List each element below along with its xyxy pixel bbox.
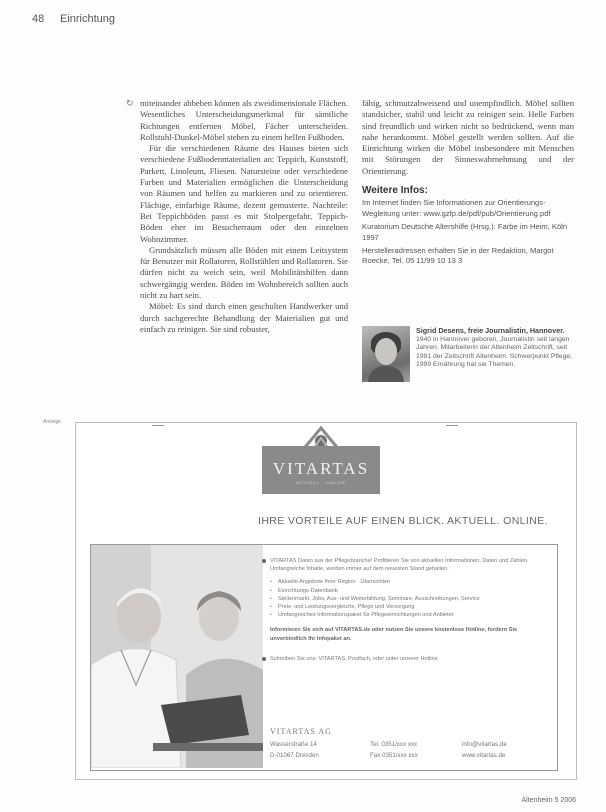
contact-city: D-01067 Dresden (270, 752, 319, 759)
ad-label: Anzeige (43, 419, 62, 425)
info-item: Herstelleradressen erhalten Sie in der Redaktion, Margot Roecke, Tel. 05 11/99 10 13 3 (362, 246, 554, 266)
contact-company: VITARTAS AG (270, 727, 332, 736)
brand-tagline: AKTUELL · ONLINE (295, 481, 347, 485)
page-footer: Altenheim 5 2006 (521, 797, 576, 804)
info-item: Im Internet finden Sie Informationen zur Orientierungs-Wegleitung unter: www.gzfp.de/pdf/pub/Orientierung.pdf (362, 198, 551, 218)
running-title: Einrichtung (60, 13, 116, 25)
author-box (416, 327, 576, 370)
author-photo (362, 326, 410, 382)
ad-bold-note: Informieren Sie sich auf VITARTAS.de oder nutzen Sie unsere kostenlose Hotline, fordern Sie unverbindlich Ihr Infopaket an. (270, 627, 518, 642)
ad-bullet: • Umfangreiches Informationspaket für Pflegeeinrichtungen und Anbieter (270, 611, 550, 619)
ad-closing: Schreiben Sie uns: VITARTAS, Postfach, oder unter unserer Hotline (270, 655, 550, 663)
paragraph: Für die verschiedenen Räume des Hauses bieten sich verschiedene Fußbodenmaterialien an: Teppich, Kunststoff, Parkett, Linoleum, Fliesen. Natursteine oder verschiedene Farben und Materialien ermöglichen die Unterscheidung von Räumen und helfen zu markieren und zu orientieren. Flächige, einfarbige Räume, dezent gemusterte. Nachteile: Bei Teppichböden passt es mit Stolpergefahr, Teppich-Böden eher im Besucherraum oder den einzelnen Wohnzimmer. (140, 143, 348, 244)
ad-bullet: • Preis- und Leistungsvergleiche, Pflege und Versorgung (270, 603, 550, 611)
ad-bullet: • Stellenmarkt, Jobs, Aus- und Weiterbildung, Seminare, Ausschreibungen, Service (270, 595, 550, 603)
ad-text (270, 557, 550, 663)
article-column-left (140, 98, 348, 335)
info-heading: Weitere Infos: (362, 185, 428, 197)
ad-headline: IHRE VORTEILE AUF EINEN BLICK. AKTUELL. ONLINE. (258, 515, 548, 527)
crop-mark (152, 425, 164, 426)
contact-fax: Fax 0351/xxx xxx (370, 752, 418, 759)
ad-intro: VITARTAS Daten aus der Pflegebranche! Profitieren Sie von aktuellen Informationen, Daten und Zahlen. Umfangreiche Inhalte, werden immer auf dem neuesten Stand gehalten. (270, 557, 550, 573)
contact-email-link[interactable]: info@vitartas.de (462, 741, 507, 748)
ad-photo (91, 545, 263, 768)
page-number: 48 (32, 13, 45, 25)
paragraph: miteinander abbeben können als zweidimensionale Flächen. Wesentliches Unterscheidungsmerkmal für sämtliche Richtungen entfernen Möbel, Fächer unterscheiden. Rollstuhl-Dunkel-Möbel stehen zu einem hellen Fußboden. (140, 98, 348, 142)
brand-logo: VITARTAS (272, 459, 370, 478)
paragraph: Möbel: Es sind durch einen geschulten Handwerker und durch sachgerechte Behandlung der Materialien gut und einfach zu reinigen. Sie sind robuster, (140, 301, 348, 334)
author-bio: 1940 in Hannover geboren, Journalistin seit langen Jahren. Mitarbeiterin der Altenheim Zeitschrift, seit 1991 der Zeitschrift Altenheim. Schwerpunkt Pflege, 1999 Ernährung hat sie Themen. (416, 335, 573, 369)
contact-website-link[interactable]: www.vitartas.de (462, 752, 506, 759)
ad-bullet: • Einrichtungs-Datenbank (270, 587, 550, 595)
contact-phone: Tel. 0351/xxx xxx (370, 741, 418, 748)
author-name: Sigrid Desens, freie Journalistin, Hannover. (416, 326, 565, 335)
info-item: Kuratorium Deutsche Altershilfe (Hrsg.): Farbe im Heim, Köln 1997 (362, 222, 568, 242)
paragraph: fähig, schmutzabweisend und unempfindlich. Möbel sollten standsicher, stabil und leicht zu reinigen sein. Helle Farben sind freundlich und wirken nicht so bedrückend, wenn man nahe herankommt. Möbel gestellt werden sollten. Auf die Einrichtung wirken die Möbel insbesondere mit Menschen mit Störungen der Sinneswahrnehmung und der Orientierung. (362, 98, 574, 176)
article-column-right (362, 98, 574, 270)
doctor-and-patient-image (91, 545, 263, 768)
continuation-arrow-icon: ↻ (126, 98, 134, 108)
contact-address: Wasserstraße 14 (270, 741, 317, 748)
ad-bullet: • Aktuelle Angebote Ihrer Region · Übersichten (270, 578, 550, 586)
paragraph: Grundsätzlich müssen alle Böden mit einem Leitsystem für Benutzer mit Rollatoren, Rollstühlen und Rollatoren. Sie dürfen nicht zu weich sein, weil Mobilitätshilfen dann schwergängig werden. Böden im Wohnbereich sollten auch nicht zu hart sein. (140, 244, 348, 301)
crop-mark (446, 425, 458, 426)
